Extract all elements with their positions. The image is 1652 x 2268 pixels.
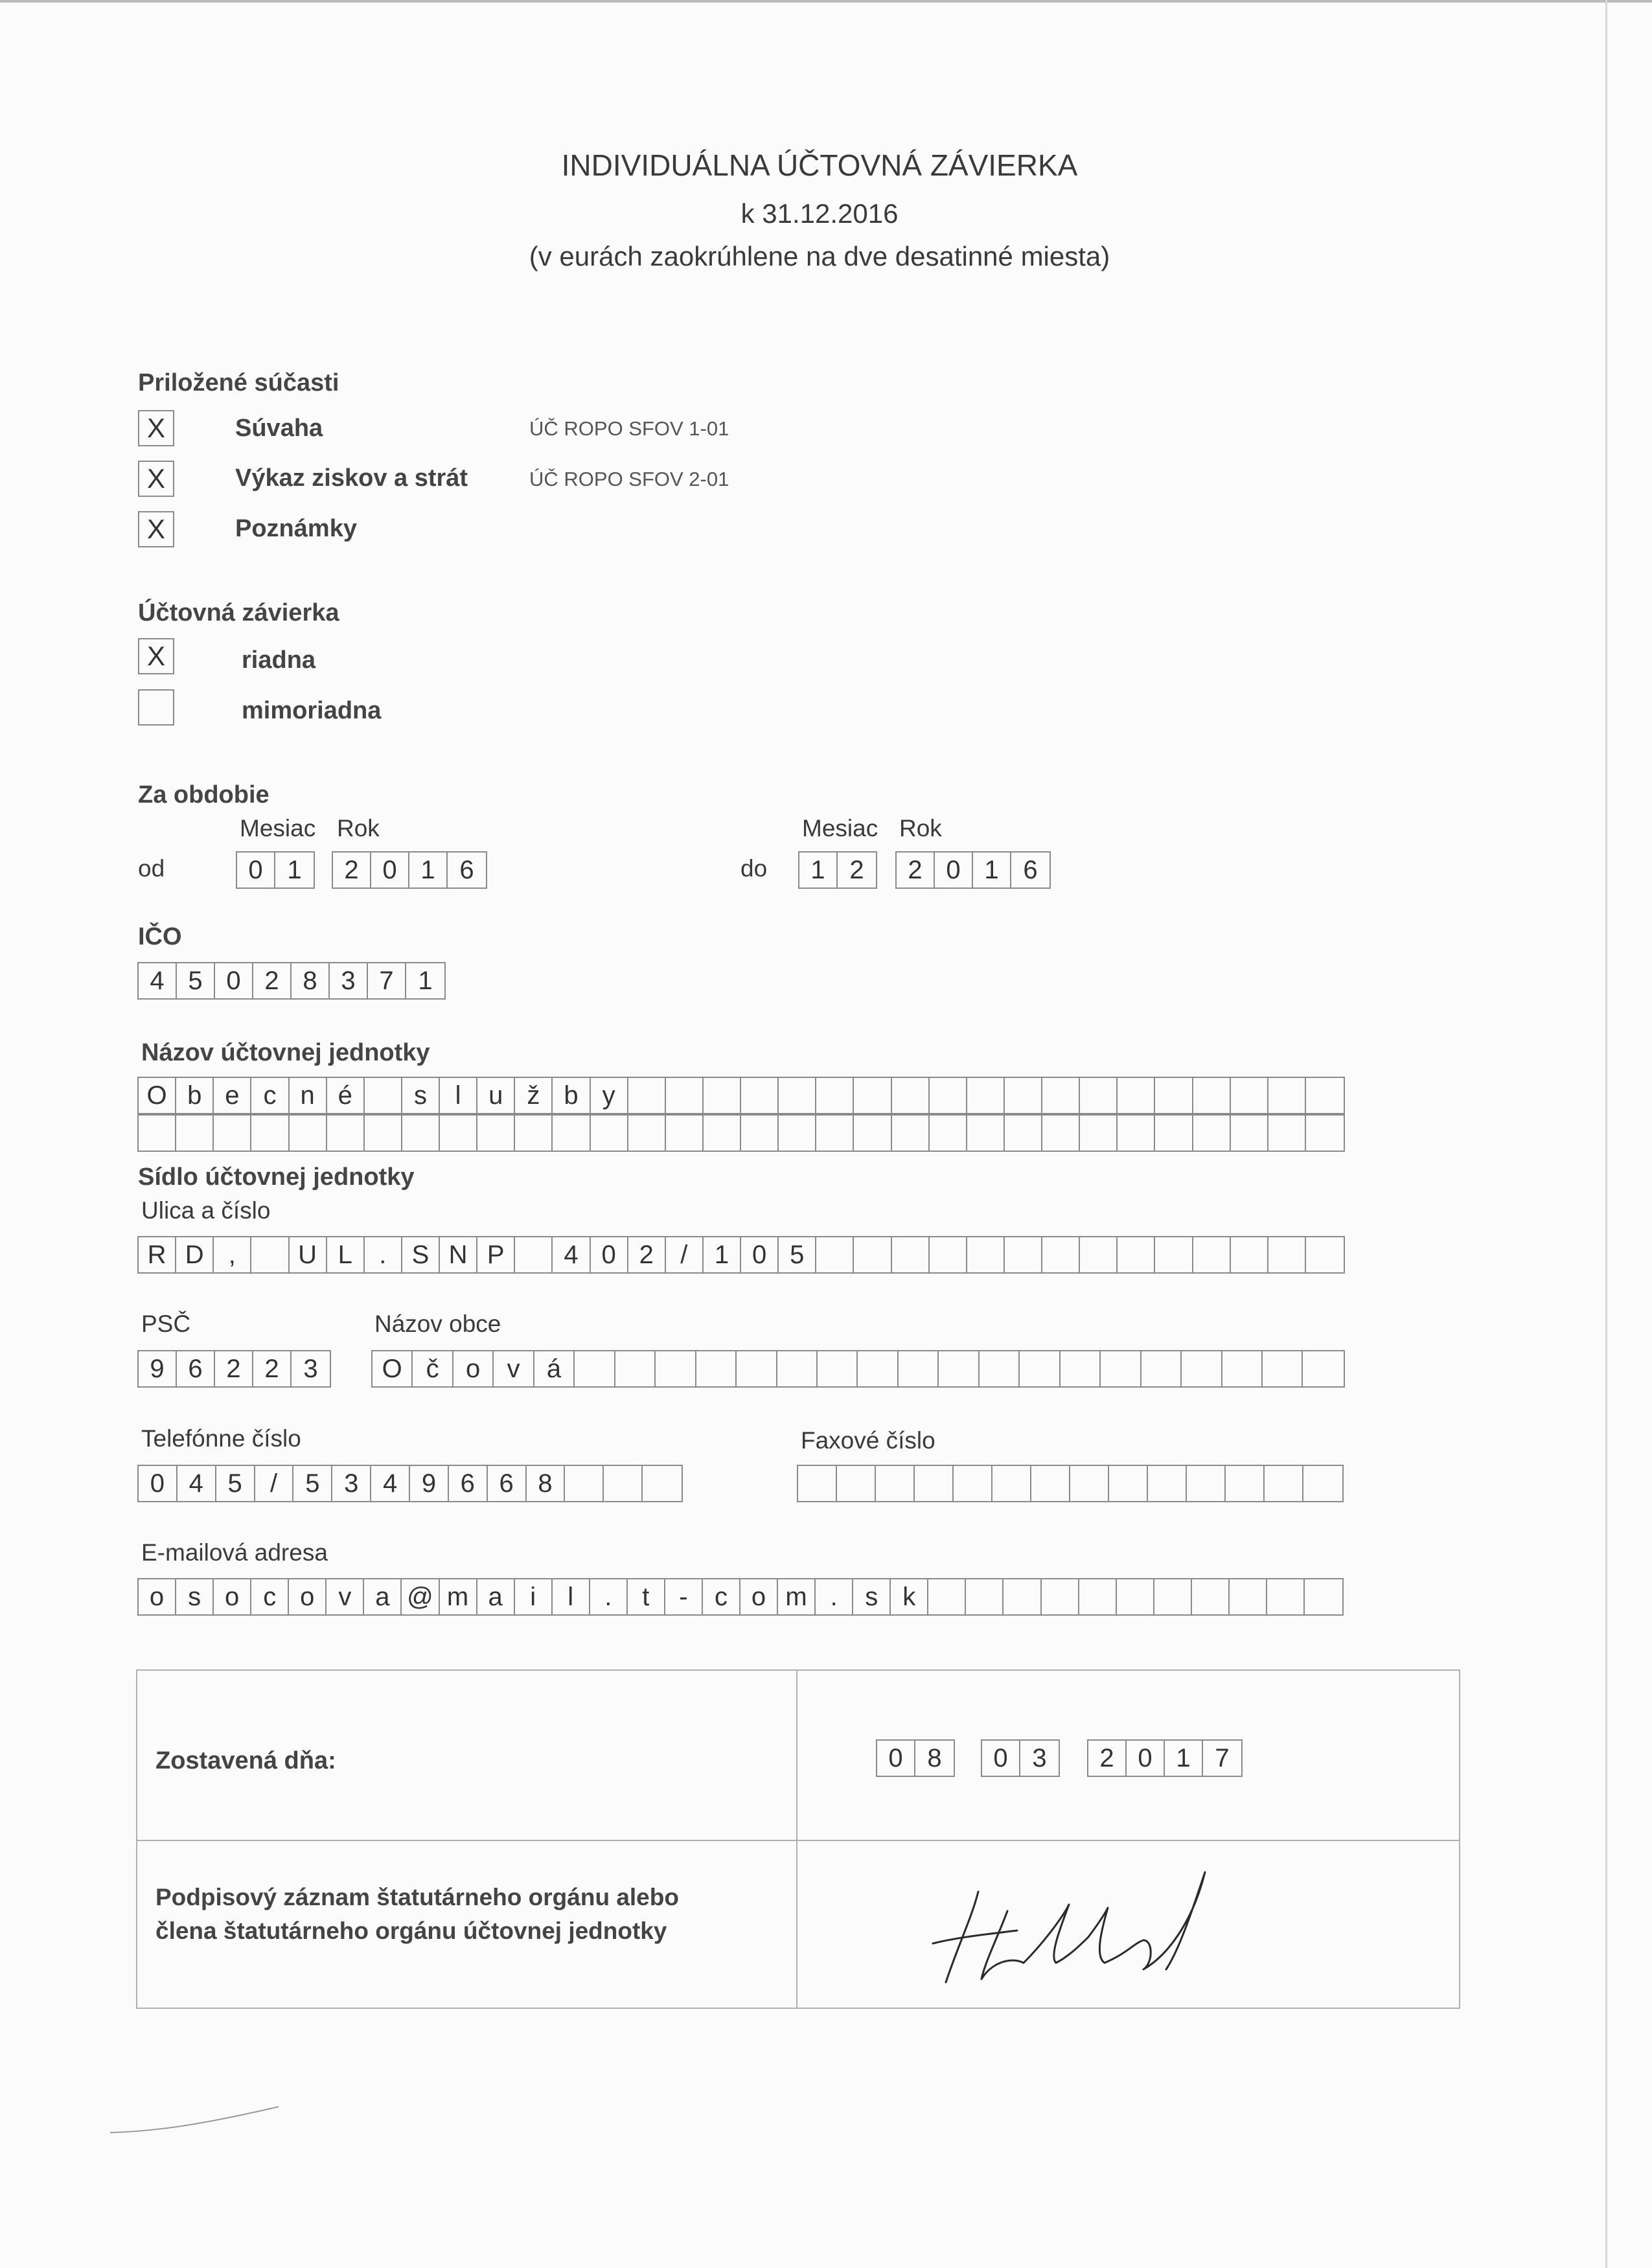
- cell: [1306, 1116, 1344, 1151]
- street-label: Ulica a číslo: [141, 1197, 271, 1224]
- cell: u: [477, 1078, 515, 1113]
- cell: .: [590, 1579, 628, 1614]
- to-year-cells[interactable]: [895, 851, 1051, 889]
- cell: D: [176, 1237, 214, 1272]
- cell: [575, 1351, 615, 1386]
- cell: 2: [628, 1237, 666, 1272]
- cell: [214, 1116, 251, 1151]
- cell: o: [289, 1579, 327, 1614]
- cell: c: [251, 1078, 289, 1113]
- cell: [992, 1466, 1031, 1501]
- label-mimoriadna: mimoriadna: [242, 697, 382, 724]
- cell: 6: [449, 1466, 488, 1501]
- checkbox-suvaha[interactable]: X: [138, 410, 174, 446]
- cell: [980, 1351, 1020, 1386]
- cell: [1222, 1351, 1263, 1386]
- signature-label-line-1: Podpisový záznam štatutárneho orgánu alebo: [155, 1884, 679, 1910]
- cell: [737, 1351, 777, 1386]
- cell: e: [214, 1078, 251, 1113]
- cell: .: [365, 1237, 402, 1272]
- cell: [251, 1237, 289, 1272]
- cell: [777, 1351, 818, 1386]
- cell: [251, 1116, 289, 1151]
- cell: 0: [1127, 1741, 1165, 1776]
- cell: 2: [333, 853, 371, 888]
- cell: 6: [177, 1351, 215, 1386]
- cell: /: [666, 1237, 704, 1272]
- cell: [1303, 1351, 1343, 1386]
- cell: s: [176, 1579, 214, 1614]
- cell: 0: [591, 1237, 628, 1272]
- cell: [966, 1579, 1004, 1614]
- cell: [1230, 1579, 1267, 1614]
- cell: [1193, 1237, 1231, 1272]
- compiled-date-label: Zostavená dňa:: [155, 1747, 336, 1774]
- cell: 0: [741, 1237, 779, 1272]
- cell: [1109, 1466, 1148, 1501]
- cell: [1148, 1466, 1187, 1501]
- cell: 1: [973, 853, 1011, 888]
- checkbox-poznamky[interactable]: X: [138, 511, 174, 547]
- cell: [930, 1078, 967, 1113]
- cell: [704, 1078, 741, 1113]
- label-riadna: riadna: [242, 647, 316, 674]
- cell: 1: [418, 967, 433, 995]
- cell: [892, 1237, 930, 1272]
- checkbox-mimoriadna[interactable]: [138, 689, 174, 726]
- cell: 1: [704, 1237, 741, 1272]
- cell: [1187, 1466, 1226, 1501]
- cell: [1042, 1579, 1079, 1614]
- cell: [899, 1351, 939, 1386]
- compiled-month-cells[interactable]: [981, 1739, 1060, 1777]
- phone-label: Telefónne číslo: [141, 1425, 301, 1452]
- cell: 3: [1032, 1744, 1047, 1772]
- cell: [402, 1116, 440, 1151]
- cell: 4: [139, 963, 177, 998]
- cell: l: [553, 1579, 590, 1614]
- cell: n: [290, 1078, 327, 1113]
- cell: c: [251, 1579, 289, 1614]
- cell: a: [364, 1579, 402, 1614]
- cell: [854, 1237, 891, 1272]
- cell: [1231, 1078, 1268, 1113]
- cell: N: [440, 1237, 477, 1272]
- cell: 8: [292, 963, 330, 998]
- email-cells[interactable]: [137, 1578, 1344, 1616]
- cell: l: [440, 1078, 477, 1113]
- cell: i: [515, 1579, 553, 1614]
- cell: ž: [515, 1078, 553, 1113]
- compiled-year-cells[interactable]: [1087, 1739, 1243, 1777]
- cell: [892, 1078, 930, 1113]
- scan-edge-top: [0, 0, 1652, 3]
- cell: [1070, 1466, 1109, 1501]
- cell: 0: [139, 1466, 178, 1501]
- cell: y: [591, 1078, 628, 1113]
- cell: [1118, 1237, 1155, 1272]
- from-month-cells[interactable]: [236, 851, 315, 889]
- attachment-code-suvaha: ÚČ ROPO SFOV 1-01: [529, 417, 729, 440]
- city-cells[interactable]: [371, 1350, 1345, 1388]
- cell: [892, 1116, 930, 1151]
- cell: 8: [927, 1744, 942, 1772]
- cell: 5: [216, 1466, 255, 1501]
- cell: 0: [237, 853, 275, 888]
- cell: [615, 1351, 656, 1386]
- cell: [930, 1116, 967, 1151]
- cell: s: [853, 1579, 891, 1614]
- cell: o: [453, 1351, 494, 1386]
- cell: 0: [215, 963, 253, 998]
- cell: [930, 1237, 967, 1272]
- cell: [818, 1351, 858, 1386]
- to-label: do: [740, 855, 768, 882]
- cell: 2: [253, 1351, 292, 1386]
- cell: s: [402, 1078, 440, 1113]
- cell: 4: [553, 1237, 590, 1272]
- cell: [1118, 1078, 1155, 1113]
- attachment-label-vykaz: Výkaz ziskov a strát: [235, 464, 468, 492]
- cell: [837, 1466, 876, 1501]
- cell: [816, 1237, 854, 1272]
- cell: [1306, 1078, 1344, 1113]
- cell: 5: [293, 1466, 332, 1501]
- ico-label: IČO: [138, 923, 182, 950]
- from-year-cells[interactable]: [332, 851, 487, 889]
- cell: [1192, 1579, 1230, 1614]
- cell: 3: [303, 1355, 318, 1383]
- cell: o: [139, 1579, 176, 1614]
- footer-table-row-divider: [136, 1840, 1460, 1841]
- from-year-label: Rok: [337, 815, 380, 842]
- cell: [1193, 1116, 1231, 1151]
- psc-label: PSČ: [141, 1311, 191, 1337]
- cell: 2: [215, 1351, 253, 1386]
- cell: 6: [1023, 856, 1038, 884]
- document-title: INDIVIDUÁLNA ÚČTOVNÁ ZÁVIERKA: [561, 148, 1078, 182]
- cell: [696, 1351, 737, 1386]
- cell: [565, 1466, 604, 1501]
- cell: [656, 1351, 696, 1386]
- cell: [967, 1237, 1005, 1272]
- cell: -: [665, 1579, 703, 1614]
- attachments-heading: Priložené súčasti: [138, 369, 339, 396]
- cell: [1005, 1237, 1042, 1272]
- cell: [854, 1078, 891, 1113]
- cell: .: [816, 1579, 853, 1614]
- cell: [967, 1078, 1005, 1113]
- cell: 0: [935, 853, 973, 888]
- psc-cells[interactable]: [137, 1350, 331, 1388]
- cell: [1182, 1351, 1222, 1386]
- cell: [1155, 1078, 1193, 1113]
- cell: R: [139, 1237, 176, 1272]
- scan-mark: [104, 2099, 298, 2138]
- to-month-cells[interactable]: [798, 851, 877, 889]
- cell: [365, 1078, 402, 1113]
- cell: [939, 1351, 979, 1386]
- footer-table: [136, 1669, 1460, 2009]
- cell: U: [290, 1237, 327, 1272]
- cell: [591, 1116, 628, 1151]
- cell: [1117, 1579, 1154, 1614]
- cell: [704, 1116, 741, 1151]
- cell: 6: [488, 1466, 527, 1501]
- attachment-label-suvaha: Súvaha: [235, 415, 323, 442]
- cell: [290, 1116, 327, 1151]
- signature-label-line-2: člena štatutárneho orgánu účtovnej jednotky: [155, 1918, 667, 1944]
- email-label: E-mailová adresa: [141, 1539, 328, 1566]
- cell: 2: [1088, 1741, 1127, 1776]
- cell: [628, 1116, 666, 1151]
- cell: [915, 1466, 954, 1501]
- cell: 7: [1215, 1744, 1230, 1772]
- cell: [816, 1116, 854, 1151]
- cell: [1005, 1078, 1042, 1113]
- cell: [858, 1351, 898, 1386]
- cell: m: [778, 1579, 816, 1614]
- cell: [954, 1466, 992, 1501]
- cell: [628, 1078, 666, 1113]
- cell: [876, 1466, 915, 1501]
- cell: á: [534, 1351, 575, 1386]
- cell: 1: [287, 856, 302, 884]
- signature-image: [920, 1866, 1257, 1995]
- cell: [1080, 1078, 1118, 1113]
- cell: [1154, 1579, 1192, 1614]
- cell: 1: [409, 853, 448, 888]
- cell: 0: [982, 1741, 1020, 1776]
- cell: [1042, 1116, 1080, 1151]
- cell: [967, 1116, 1005, 1151]
- cell: [798, 1466, 837, 1501]
- cell: t: [628, 1579, 665, 1614]
- cell: [1042, 1078, 1080, 1113]
- attachment-label-poznamky: Poznámky: [235, 515, 357, 542]
- cell: [515, 1116, 553, 1151]
- cell: [176, 1116, 214, 1151]
- cell: b: [553, 1078, 590, 1113]
- cell: [1231, 1237, 1268, 1272]
- cell: [1231, 1116, 1268, 1151]
- footer-table-divider: [796, 1669, 797, 2009]
- cell: [365, 1116, 402, 1151]
- fax-cells[interactable]: [797, 1465, 1344, 1502]
- cell: [741, 1116, 779, 1151]
- cell: [928, 1579, 966, 1614]
- statement-type-heading: Účtovná závierka: [138, 599, 339, 626]
- cell: @: [402, 1579, 439, 1614]
- cell: c: [703, 1579, 740, 1614]
- cell: k: [891, 1579, 928, 1614]
- cell: /: [255, 1466, 294, 1501]
- cell: [440, 1116, 477, 1151]
- cell: 4: [371, 1466, 410, 1501]
- cell: [1226, 1466, 1265, 1501]
- name-label: Názov účtovnej jednotky: [141, 1039, 430, 1066]
- ico-cells[interactable]: [137, 962, 446, 1000]
- cell: [1004, 1579, 1041, 1614]
- street-cells[interactable]: [137, 1236, 1345, 1274]
- cell: o: [214, 1579, 251, 1614]
- cell: [1031, 1466, 1070, 1501]
- fax-label: Faxové číslo: [801, 1427, 935, 1454]
- period-heading: Za obdobie: [138, 781, 270, 808]
- cell: [643, 1466, 682, 1501]
- cell: 2: [253, 963, 292, 998]
- cell: 0: [877, 1741, 915, 1776]
- scan-edge-right: [1605, 0, 1607, 2268]
- cell: 0: [371, 853, 409, 888]
- cell: 3: [332, 1466, 371, 1501]
- cell: v: [494, 1351, 534, 1386]
- cell: [854, 1116, 891, 1151]
- cell: b: [176, 1078, 214, 1113]
- checkbox-riadna[interactable]: X: [138, 638, 174, 674]
- cell: [327, 1116, 365, 1151]
- cell: [1305, 1579, 1342, 1614]
- cell: 1: [1165, 1741, 1203, 1776]
- cell: 8: [527, 1466, 566, 1501]
- cell: [1118, 1116, 1155, 1151]
- cell: 2: [897, 853, 935, 888]
- city-label: Názov obce: [374, 1311, 501, 1337]
- cell: [816, 1078, 854, 1113]
- cell: v: [327, 1579, 364, 1614]
- cell: [1080, 1237, 1118, 1272]
- cell: m: [440, 1579, 477, 1614]
- cell: [515, 1237, 553, 1272]
- cell: 5: [177, 963, 215, 998]
- cell: L: [327, 1237, 365, 1272]
- cell: [741, 1078, 779, 1113]
- cell: [1193, 1078, 1231, 1113]
- cell: 1: [799, 853, 838, 888]
- cell: [1061, 1351, 1101, 1386]
- cell: [1005, 1116, 1042, 1151]
- to-month-label: Mesiac: [802, 815, 878, 842]
- cell: a: [477, 1579, 515, 1614]
- name-row-1[interactable]: [137, 1077, 1345, 1114]
- cell: [477, 1116, 515, 1151]
- cell: [1080, 1116, 1118, 1151]
- cell: ,: [214, 1237, 251, 1272]
- currency-note: (v eurách zaokrúhlene na dve desatinné miesta): [529, 241, 1110, 271]
- cell: [1268, 1116, 1306, 1151]
- cell: [1268, 1078, 1306, 1113]
- cell: P: [477, 1237, 515, 1272]
- name-row-2[interactable]: [137, 1114, 1345, 1152]
- phone-cells[interactable]: [137, 1465, 683, 1502]
- cell: [779, 1116, 816, 1151]
- address-label: Sídlo účtovnej jednotky: [138, 1163, 415, 1191]
- cell: 5: [779, 1237, 816, 1272]
- cell: [1020, 1351, 1060, 1386]
- cell: [1079, 1579, 1117, 1614]
- cell: [666, 1116, 704, 1151]
- cell: o: [740, 1579, 778, 1614]
- checkbox-vykaz[interactable]: X: [138, 461, 174, 497]
- cell: [1265, 1466, 1303, 1501]
- cell: 4: [178, 1466, 216, 1501]
- cell: č: [413, 1351, 453, 1386]
- compiled-day-cells[interactable]: [876, 1739, 955, 1777]
- cell: [1155, 1116, 1193, 1151]
- attachment-code-vykaz: ÚČ ROPO SFOV 2-01: [529, 468, 729, 490]
- cell: O: [373, 1351, 413, 1386]
- cell: [1101, 1351, 1141, 1386]
- cell: [1268, 1237, 1306, 1272]
- cell: [1263, 1351, 1303, 1386]
- cell: [1141, 1351, 1182, 1386]
- cell: [1303, 1466, 1342, 1501]
- cell: [139, 1116, 176, 1151]
- cell: 7: [368, 963, 406, 998]
- cell: [553, 1116, 590, 1151]
- cell: 2: [849, 856, 864, 884]
- cell: [779, 1078, 816, 1113]
- cell: [1267, 1579, 1305, 1614]
- document-date: k 31.12.2016: [740, 198, 899, 229]
- cell: [1306, 1237, 1344, 1272]
- cell: [1155, 1237, 1193, 1272]
- cell: [604, 1466, 643, 1501]
- cell: 9: [139, 1351, 177, 1386]
- cell: 6: [459, 856, 474, 884]
- cell: 3: [330, 963, 368, 998]
- cell: [1042, 1237, 1080, 1272]
- cell: S: [402, 1237, 440, 1272]
- from-label: od: [138, 855, 165, 882]
- cell: é: [327, 1078, 365, 1113]
- cell: 9: [410, 1466, 449, 1501]
- cell: O: [139, 1078, 176, 1113]
- to-year-label: Rok: [899, 815, 942, 842]
- cell: [666, 1078, 704, 1113]
- from-month-label: Mesiac: [240, 815, 316, 842]
